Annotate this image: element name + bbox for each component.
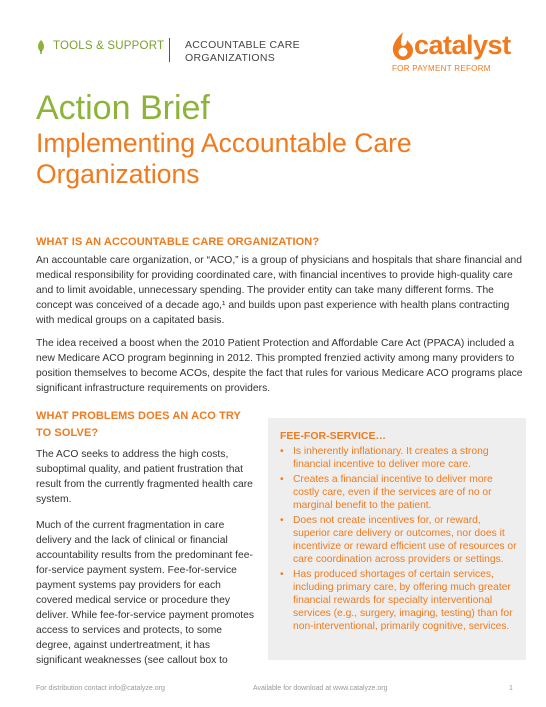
page-number: 1	[509, 685, 513, 692]
paragraph-fragmentation: Much of the current fragmentation in care delivery and the lack of clinical or financial accountability results from the predominant fee-for-service payment system. Fee-for-service payment systems pay providers for each covered medical service or procedure they deliver. While fee-for-service payment promotes access to services and protects, to some degree, against undertreatment, it has significant weaknesses (see callout box to	[36, 520, 255, 666]
paragraph-ppaca: The idea received a boost when the 2010 Patient Protection and Affordable Care Act (PPACA) included a new Medicare ACO program beginning in 2012. This prompted frenzied activity among many providers to position themselves to become ACOs, despite the fact that rules for various Medicare ACO programs place significant infrastructure requirements on providers.	[36, 338, 523, 394]
logo-tagline: FOR PAYMENT REFORM	[392, 64, 491, 73]
callout-heading: FEE-FOR-SERVICE…	[280, 430, 386, 442]
footer-download: Available for download at www.catalyze.org	[253, 685, 388, 692]
header-section-label: TOOLS & SUPPORT	[53, 40, 165, 52]
page-title: Action Brief	[36, 89, 210, 127]
callout-list-item: • Has produced shortages of certain services, including primary care, by offering much greater financial rewards for specialty interventional services (e.g., surgery, imaging, testing) than for non-interventional, primarily cognitive, services.	[280, 568, 520, 633]
callout-list-item: • Does not create incentives for, or reward, superior care delivery or outcomes, nor does it incentivize or reward efficient use of resources or care coordination across providers or settings.	[280, 514, 520, 566]
header-topic-line1: ACCOUNTABLE CARE	[185, 39, 300, 51]
paragraph-problems-intro: The ACO seeks to address the high costs, suboptimal quality, and patient frustration that result from the currently fragmented health care system.	[36, 449, 253, 505]
section-heading-problems: WHAT PROBLEMS DOES AN ACO TRY TO SOLVE?	[36, 410, 241, 439]
callout-list	[280, 445, 520, 635]
header-topic-line2: ORGANIZATIONS	[185, 52, 276, 64]
leaf-icon	[36, 40, 46, 54]
flame-icon	[389, 31, 415, 61]
footer-contact: For distribution contact info@catalyze.org	[36, 685, 165, 692]
logo-wordmark: catalyst	[414, 30, 511, 60]
section-heading-what-is-aco: WHAT IS AN ACCOUNTABLE CARE ORGANIZATION?	[36, 236, 320, 248]
callout-list-item: • Is inherently inflationary. It creates a strong financial incentive to deliver more care.	[280, 445, 520, 471]
paragraph-aco-definition: An accountable care organization, or “ACO,” is a group of physicians and hospitals that share financial and medical responsibility for providing coordinated care, with financial incentives to provide high-quality care and to limit avoidable, unnecessary spending. The provider entity can take many different forms. The concept was conceived of a decade ago,¹ and builds upon past experience with health plans contracting with medical groups on a capitated basis.	[36, 255, 522, 326]
header-topic	[185, 39, 300, 65]
header-divider	[169, 38, 170, 62]
page-subtitle: Implementing Accountable Care Organizations	[36, 128, 412, 189]
callout-list-item: • Creates a financial incentive to deliver more costly care, even if the services are of no or marginal benefit to the patient.	[280, 473, 520, 512]
